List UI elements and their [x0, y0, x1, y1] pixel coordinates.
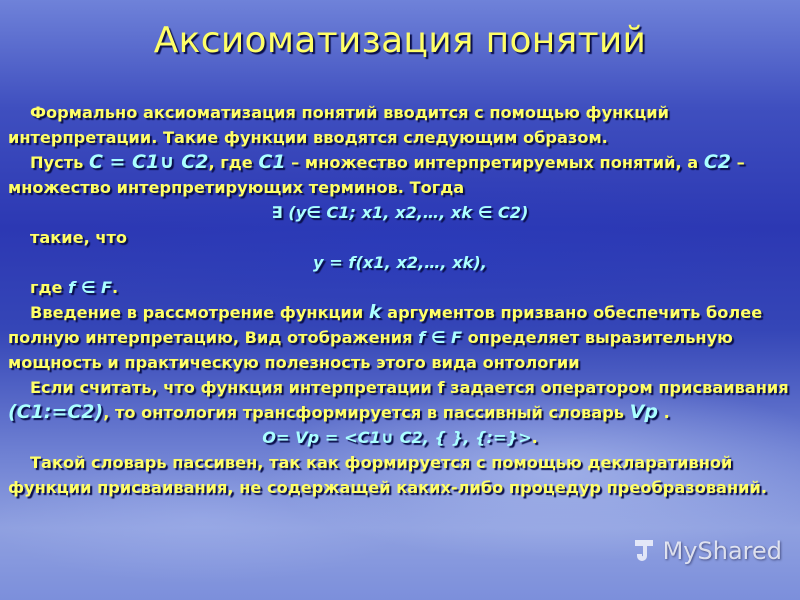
myshared-watermark: [629, 536, 782, 566]
let-word: Пусть: [30, 153, 89, 172]
f-in-F-mapping: f ∈ F: [418, 328, 463, 347]
set-c-part1: C = C1: [88, 151, 160, 173]
set-c-part2: C2: [174, 151, 209, 173]
assign-text-3: .: [657, 403, 670, 422]
where-f-word: где: [30, 278, 69, 297]
formula-ontology: [8, 425, 792, 450]
set-c2: C2: [703, 151, 731, 173]
f-in-F: f ∈ F: [68, 278, 113, 297]
set-c-formula: [89, 151, 208, 173]
slide-title: Аксиоматизация понятий: [153, 20, 647, 61]
c2-description: – множество интерпретирующих терминов. Тогда: [8, 153, 745, 197]
paragraph-definition: Формально аксиоматизация понятий вводится с помощью функций интерпретации. Такие функции вводятся следующим образом.: [8, 103, 669, 147]
intro-text-2: аргументов призвано обеспечить более полную интерпретацию, Вид отображения: [8, 303, 763, 347]
intro-text-1: Введение в рассмотрение функции: [30, 303, 369, 322]
such-that-text: такие, что: [30, 228, 128, 247]
vp-symbol: Vp: [629, 401, 658, 423]
formula-function: y = f(x1, x2,…, xk),: [313, 253, 487, 272]
union-symbol: ∪: [159, 151, 175, 173]
assign-operator: (C1:=C2): [8, 401, 104, 423]
watermark-text: MyShared: [662, 537, 782, 565]
slide-body: [8, 100, 792, 500]
set-c1: C1: [258, 151, 286, 173]
formula-exists: ∃ (y∈ C1; x1, x2,…, xk ∈ C2): [271, 203, 529, 222]
ontology-formula: O= Vp = <C1∪ C2, { }, {:=}>: [262, 428, 532, 447]
myshared-logo-icon: [629, 536, 659, 566]
k-symbol: k: [368, 301, 382, 323]
where-word: , где: [208, 153, 259, 172]
paragraph-assignment: [8, 375, 792, 425]
ontology-formula-dot: .: [531, 428, 538, 447]
paragraph-let: [8, 150, 792, 200]
c1-description: – множество интерпретируемых понятий, а: [285, 153, 704, 172]
assign-text-1: Если считать, что функция интерпретации f задается оператором присваивания: [30, 378, 789, 397]
where-f-line: [8, 275, 792, 300]
paragraph-passive: Такой словарь пассивен, так как формируется с помощью декларативной функции присваивания, не содержащей каких-либо процедур преобразований.: [8, 453, 768, 497]
assign-text-2: , то онтология трансформируется в пассивный словарь: [103, 403, 630, 422]
paragraph-introduction: [8, 300, 792, 375]
intro-text-3: определяет выразительную мощность и практическую полезность этого вида онтологии: [8, 328, 733, 372]
where-f-dot: .: [112, 278, 119, 297]
